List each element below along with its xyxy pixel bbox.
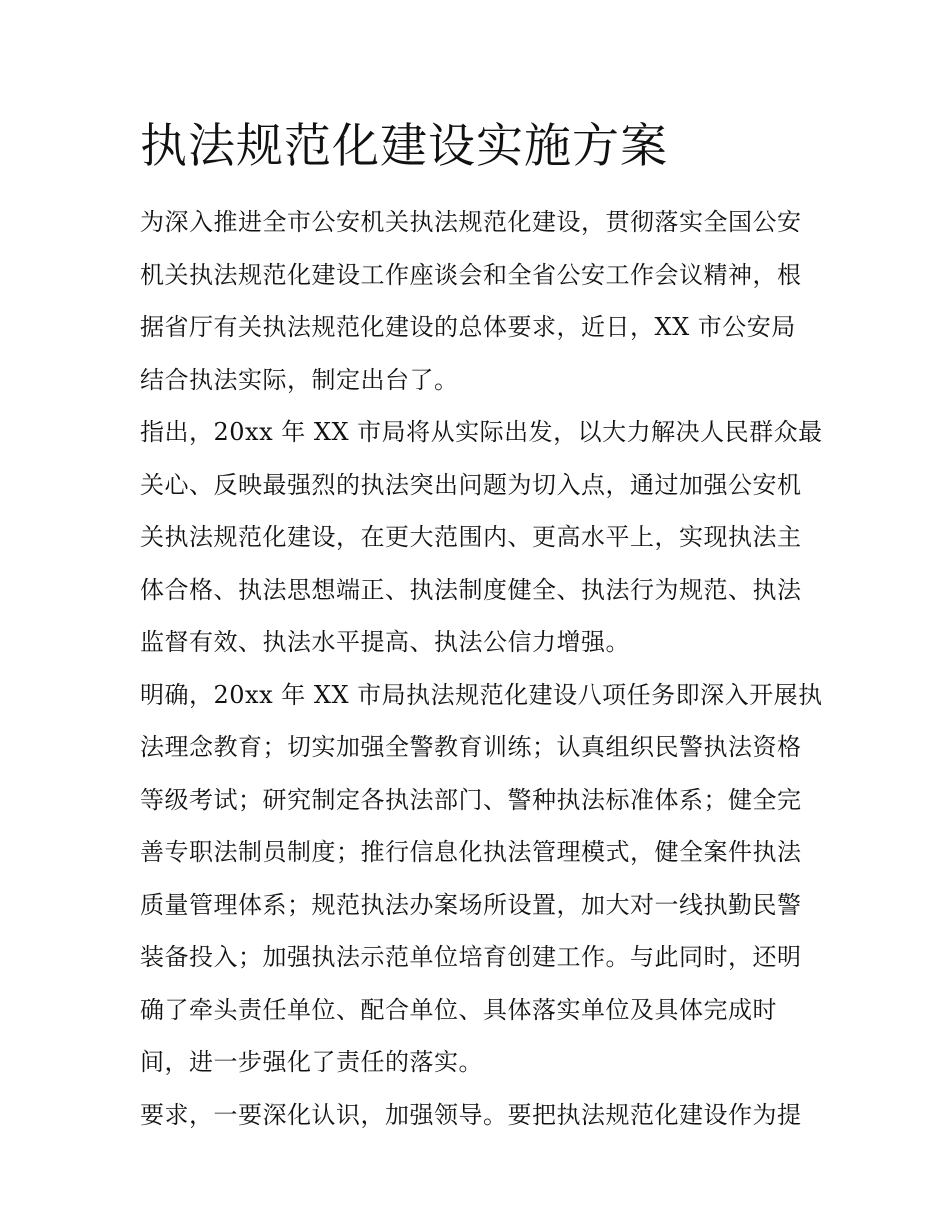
body-line: 要求，一要深化认识，加强领导。要把执法规范化建设作为提 bbox=[140, 1100, 802, 1129]
body-line: 确了牵头责任单位、配合单位、具体落实单位及具体完成时 bbox=[140, 995, 777, 1024]
body-line: 为深入推进全市公安机关执法规范化建设，贯彻落实全国公安 bbox=[140, 208, 802, 236]
body-line: 装备投入；加强执法示范单位培育创建工作。与此同时，还明 bbox=[140, 943, 802, 971]
body-line: 明确，20xx 年 XX 市局执法规范化建设八项任务即深入开展执 bbox=[140, 680, 823, 709]
body-line: 等级考试；研究制定各执法部门、警种执法标准体系；健全完 bbox=[140, 785, 802, 814]
body-line: 据省厅有关执法规范化建设的总体要求，近日，XX 市公安局 bbox=[140, 313, 796, 341]
body-line: 体合格、执法思想端正、执法制度健全、执法行为规范、执法 bbox=[140, 575, 802, 604]
body-line: 间，进一步强化了责任的落实。 bbox=[140, 1048, 483, 1076]
body-line: 质量管理体系；规范执法办案场所设置，加大对一线执勤民警 bbox=[140, 890, 802, 919]
body-line: 法理念教育；切实加强全警教育训练；认真组织民警执法资格 bbox=[140, 733, 802, 761]
body-line: 结合执法实际，制定出台了。 bbox=[140, 365, 459, 394]
body-line: 关执法规范化建设，在更大范围内、更高水平上，实现执法主 bbox=[140, 523, 802, 551]
body-line: 机关执法规范化建设工作座谈会和全省公安工作会议精神，根 bbox=[140, 260, 802, 289]
body-line: 善专职法制员制度；推行信息化执法管理模式，健全案件执法 bbox=[140, 838, 802, 866]
body-line: 关心、反映最强烈的执法突出问题为切入点，通过加强公安机 bbox=[140, 470, 802, 499]
document-title: 执法规范化建设实施方案 bbox=[140, 119, 668, 174]
body-line: 监督有效、执法水平提高、执法公信力增强。 bbox=[140, 628, 630, 656]
document-body bbox=[140, 196, 823, 1141]
body-line: 指出，20xx 年 XX 市局将从实际出发，以大力解决人民群众最 bbox=[140, 418, 823, 446]
